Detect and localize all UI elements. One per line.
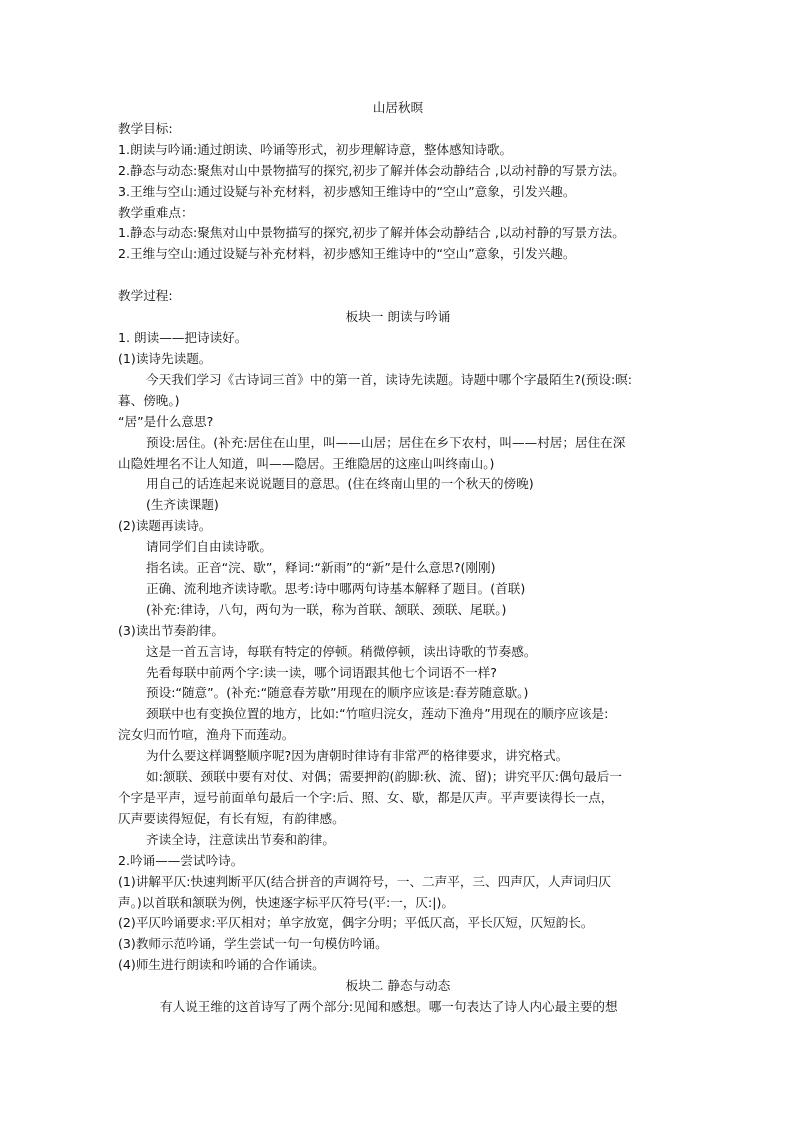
paragraph-line: 预设:“随意”。(补充:“随意春芳歇”用现在的顺序应该是:春芳随意歇。) — [146, 685, 529, 701]
key-points-list — [118, 223, 678, 265]
paragraph-line: “居”是什么意思? — [118, 413, 214, 429]
paragraph-line: 正确、流利地齐读诗歌。思考:诗中哪两句诗基本解释了题目。(首联) — [146, 580, 526, 596]
paragraph-line: 今天我们学习《古诗词三首》中的第一首，读诗先读题。诗题中哪个字最陌生?(预设:暝: — [146, 371, 633, 387]
paragraph-line: 指名读。正音“浣、歇”，释词:“新雨”的“新”是什么意思?(刚刚) — [146, 560, 496, 576]
paragraph-line: 1. 朗读——把诗读好。 — [118, 330, 248, 346]
paragraph-line: (1)讲解平仄:快速判断平仄(结合拼音的声调符号，一、二声平，三、四声仄，人声词归仄 — [118, 873, 611, 889]
process-heading: 教学过程: — [118, 288, 173, 304]
paragraph-line: 颈联中也有变换位置的地方，比如:“竹喧归浣女，莲动下渔舟”用现在的顺序应该是: — [146, 706, 609, 722]
block1-body — [118, 328, 678, 976]
paragraph-line: 请同学们自由读诗歌。 — [146, 539, 272, 555]
spacer — [118, 265, 678, 286]
paragraph-line: 预设:居住。(补充:居住在山里，叫——山居；居住在乡下农村，叫——村居；居住在深 — [146, 434, 626, 450]
key-point-item: 2.王维与空山:通过设疑与补充材料，初步感知王维诗中的“空山”意象，引发兴趣。 — [118, 246, 576, 262]
paragraph-line: 山隐姓埋名不让人知道，叫——隐居。王维隐居的这座山叫终南山。) — [118, 455, 495, 471]
block2-title: 板块二 静态与动态 — [345, 978, 451, 994]
paragraph-line: 浣女归而竹喧，渔舟下而莲动。 — [118, 727, 295, 743]
paragraph-line: 齐读全诗，注意读出节奏和韵律。 — [146, 831, 335, 847]
block1-title: 板块一 朗读与吟诵 — [345, 309, 451, 325]
document-page — [118, 98, 678, 1018]
goal-item: 1.朗读与吟诵:通过朗读、吟诵等形式，初步理解诗意，整体感知诗歌。 — [118, 141, 513, 157]
goals-heading: 教学目标: — [118, 120, 173, 136]
paragraph-line: (4)师生进行朗读和吟诵的合作诵读。 — [118, 957, 325, 973]
paragraph-line: 这是一首五言诗，每联有特定的停顿。稍微停顿，读出诗歌的节奏感。 — [146, 643, 537, 659]
paragraph-line: 为什么要这样调整顺序呢?因为唐朝时律诗有非常严的格律要求，讲究格式。 — [146, 748, 569, 764]
paragraph-line: 声。)以首联和颔联为例，快速逐字标平仄符号(平:一，仄:|)。 — [118, 894, 455, 910]
goals-list — [118, 140, 678, 203]
paragraph-line: 仄声要读得短促，有长有短，有韵律感。 — [118, 810, 345, 826]
paragraph-line: 2.吟诵——尝试吟诗。 — [118, 852, 244, 868]
key-points-heading: 教学重难点： — [118, 204, 194, 220]
page-title: 山居秋暝 — [372, 100, 424, 115]
paragraph-line: (生齐读课题) — [146, 497, 219, 513]
paragraph-line: 先看每联中前两个字:读一读，哪个词语跟其他七个词语不一样? — [146, 664, 497, 680]
goal-item: 2.静态与动态:聚焦对山中景物描写的探究,初步了解并体会动静结合 ,以动衬静的写景方法。 — [118, 162, 625, 178]
paragraph-line: 个字是平声，逗号前面单句最后一个字:后、照、女、歇，都是仄声。平声要读得长一点， — [118, 790, 614, 805]
paragraph-line: (2)平仄吟诵要求:平仄相对；单字放宽，偶字分明；平低仄高，平长仄短，仄短韵长。 — [118, 915, 594, 931]
paragraph-line: (3)读出节奏韵律。 — [118, 622, 224, 638]
paragraph-line: (补充:律诗，八句，两句为一联，称为首联、颔联、颈联、尾联。) — [146, 601, 507, 617]
key-point-item: 1.静态与动态:聚焦对山中景物描写的探究,初步了解并体会动静结合 ,以动衬静的写景方法。 — [118, 225, 625, 241]
block2-body — [118, 997, 678, 1018]
paragraph-line: 如:颔联、颈联中要有对仗、对偶；需要押韵(韵脚:秋、流、留)；讲究平仄:偶句最后一 — [146, 769, 622, 785]
paragraph-line: (2)读题再读诗。 — [118, 518, 212, 534]
paragraph-line: 暮、傍晚。) — [118, 392, 180, 408]
paragraph-line: 有人说王维的这首诗写了两个部分:见闻和感想。哪一句表达了诗人内心最主要的想 — [160, 999, 618, 1015]
paragraph-line: 用自己的话连起来说说题目的意思。(住在终南山里的一个秋天的傍晚) — [146, 476, 534, 492]
goal-item: 3.王维与空山:通过设疑与补充材料，初步感知王维诗中的“空山”意象，引发兴趣。 — [118, 183, 576, 199]
paragraph-line: (1)读诗先读题。 — [118, 350, 212, 366]
paragraph-line: (3)教师示范吟诵，学生尝试一句一句模仿吟诵。 — [118, 936, 388, 952]
